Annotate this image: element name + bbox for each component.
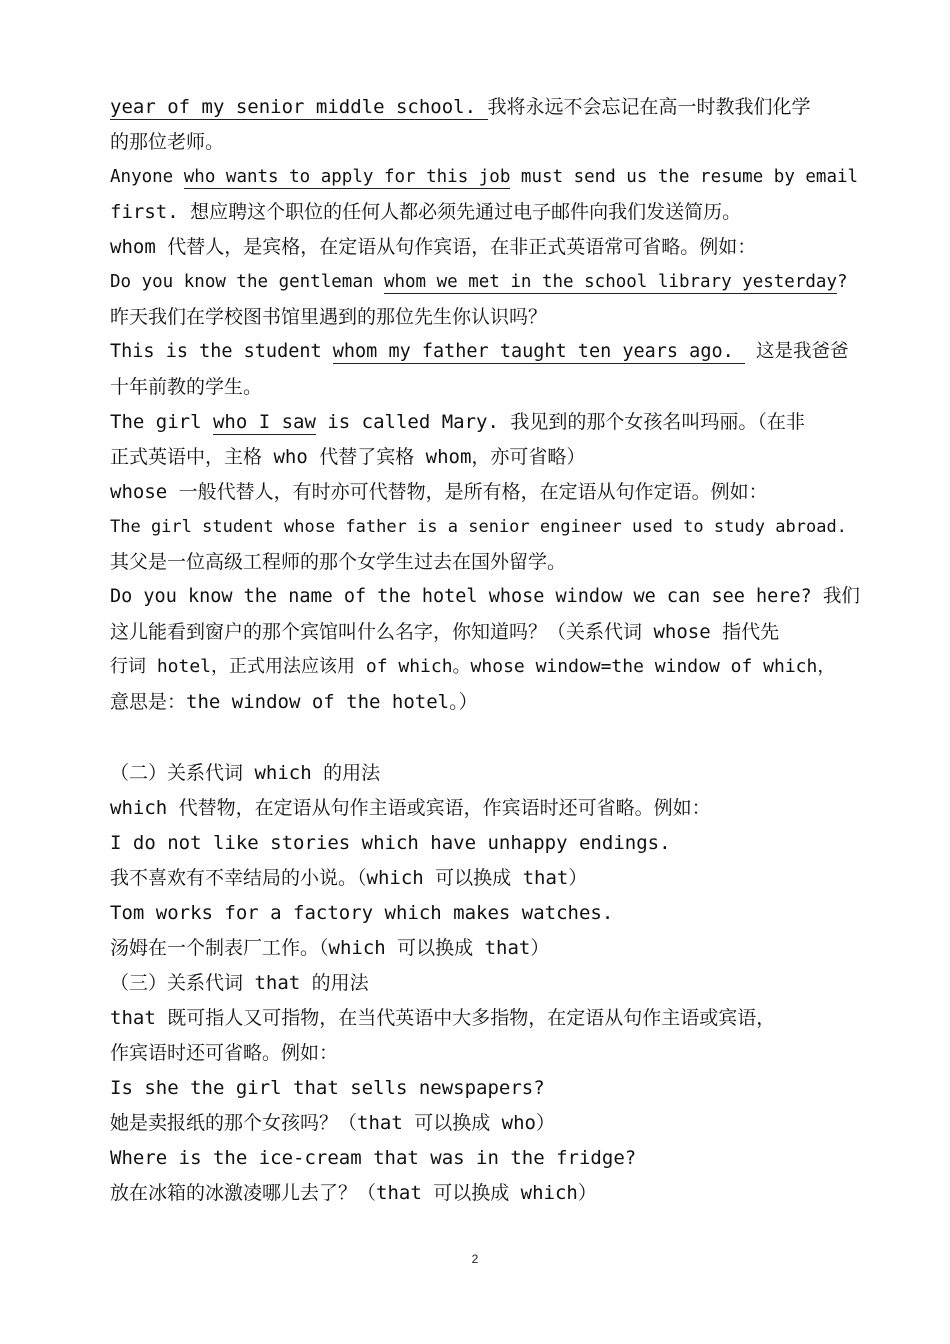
text-line: 行词 hotel，正式用法应该用 of which。whose window=the window of which，	[110, 656, 836, 677]
text-line: 作宾语时还可省略。例如：	[110, 1042, 339, 1064]
translation: 她是卖报纸的那个女孩吗？（that 可以换成 who）	[110, 1112, 555, 1134]
text-line: 意思是：the window of the hotel。）	[110, 691, 478, 713]
text-line	[110, 94, 811, 120]
section-heading: （二）关系代词 which 的用法	[110, 762, 381, 784]
text-line	[110, 339, 849, 365]
text-line: first. 想应聘这个职位的任何人都必须先通过电子邮件向我们发送简历。	[110, 201, 742, 223]
example-sentence: Is she the girl that sells newspapers?	[110, 1077, 545, 1099]
text-line: whom 代替人，是宾格，在定语从句作宾语，在非正式英语常可省略。例如：	[110, 236, 757, 258]
text-line: which 代替物，在定语从句作主语或宾语，作宾语时还可省略。例如：	[110, 797, 711, 819]
underlined-clause: who I saw	[212, 411, 316, 433]
text-span: The girl	[110, 411, 213, 433]
text-line: The girl student whose father is a senior engineer used to study abroad.	[110, 517, 847, 537]
page-number: 2	[471, 1252, 479, 1266]
text-line: 的那位老师。	[110, 131, 225, 153]
translation: 我不喜欢有不幸结局的小说。（which 可以换成 that）	[110, 867, 588, 889]
example-sentence: Where is the ice-cream that was in the fridge?	[110, 1147, 637, 1169]
text-line: 昨天我们在学校图书馆里遇到的那位先生你认识吗？	[110, 306, 548, 328]
example-sentence: Tom works for a factory which makes watches.	[110, 902, 614, 924]
text-span: ?	[836, 272, 848, 292]
text-line: 这儿能看到窗户的那个宾馆叫什么名字，你知道吗？（关系代词 whose 指代先	[110, 621, 780, 643]
underlined-clause: whom we met in the school library yesterday	[383, 272, 837, 292]
text-line: whose 一般代替人，有时亦可代替物，是所有格，在定语从句作定语。例如：	[110, 481, 768, 503]
text-line: 十年前教的学生。	[110, 376, 263, 398]
translation: 放在冰箱的冰激凌哪儿去了？（that 可以换成 which）	[110, 1182, 597, 1204]
text-span: Do you know the gentleman	[110, 272, 384, 292]
section-heading: （三）关系代词 that 的用法	[110, 972, 369, 994]
underlined-clause: year of my senior middle school.	[110, 96, 488, 118]
underlined-clause: whom my father taught ten years ago.	[332, 341, 745, 362]
text-span: This is the student	[110, 341, 333, 362]
translation: 汤姆在一个制表厂工作。（which 可以换成 that）	[110, 937, 550, 959]
text-line: Do you know the name of the hotel whose window we can see here? 我们	[110, 586, 860, 607]
text-line: 其父是一位高级工程师的那个女学生过去在国外留学。	[110, 551, 567, 573]
text-span: is called Mary. 我见到的那个女孩名叫玛丽。（在非	[315, 411, 805, 433]
text-span: 这是我爸爸	[744, 341, 849, 362]
text-span: must send us the resume by email	[510, 167, 859, 187]
text-line: that 既可指人又可指物，在当代英语中大多指物，在定语从句作主语或宾语，	[110, 1007, 776, 1029]
text-line: 正式英语中，主格 who 代替了宾格 whom，亦可省略）	[110, 446, 586, 468]
text-line	[110, 164, 858, 190]
text-span: Anyone	[110, 167, 184, 187]
text-span: 我将永远不会忘记在高一时教我们化学	[487, 96, 811, 118]
text-line	[110, 269, 848, 295]
underlined-clause: who wants to apply for this job	[183, 167, 511, 187]
text-line	[110, 409, 805, 435]
example-sentence: I do not like stories which have unhappy endings.	[110, 832, 671, 854]
